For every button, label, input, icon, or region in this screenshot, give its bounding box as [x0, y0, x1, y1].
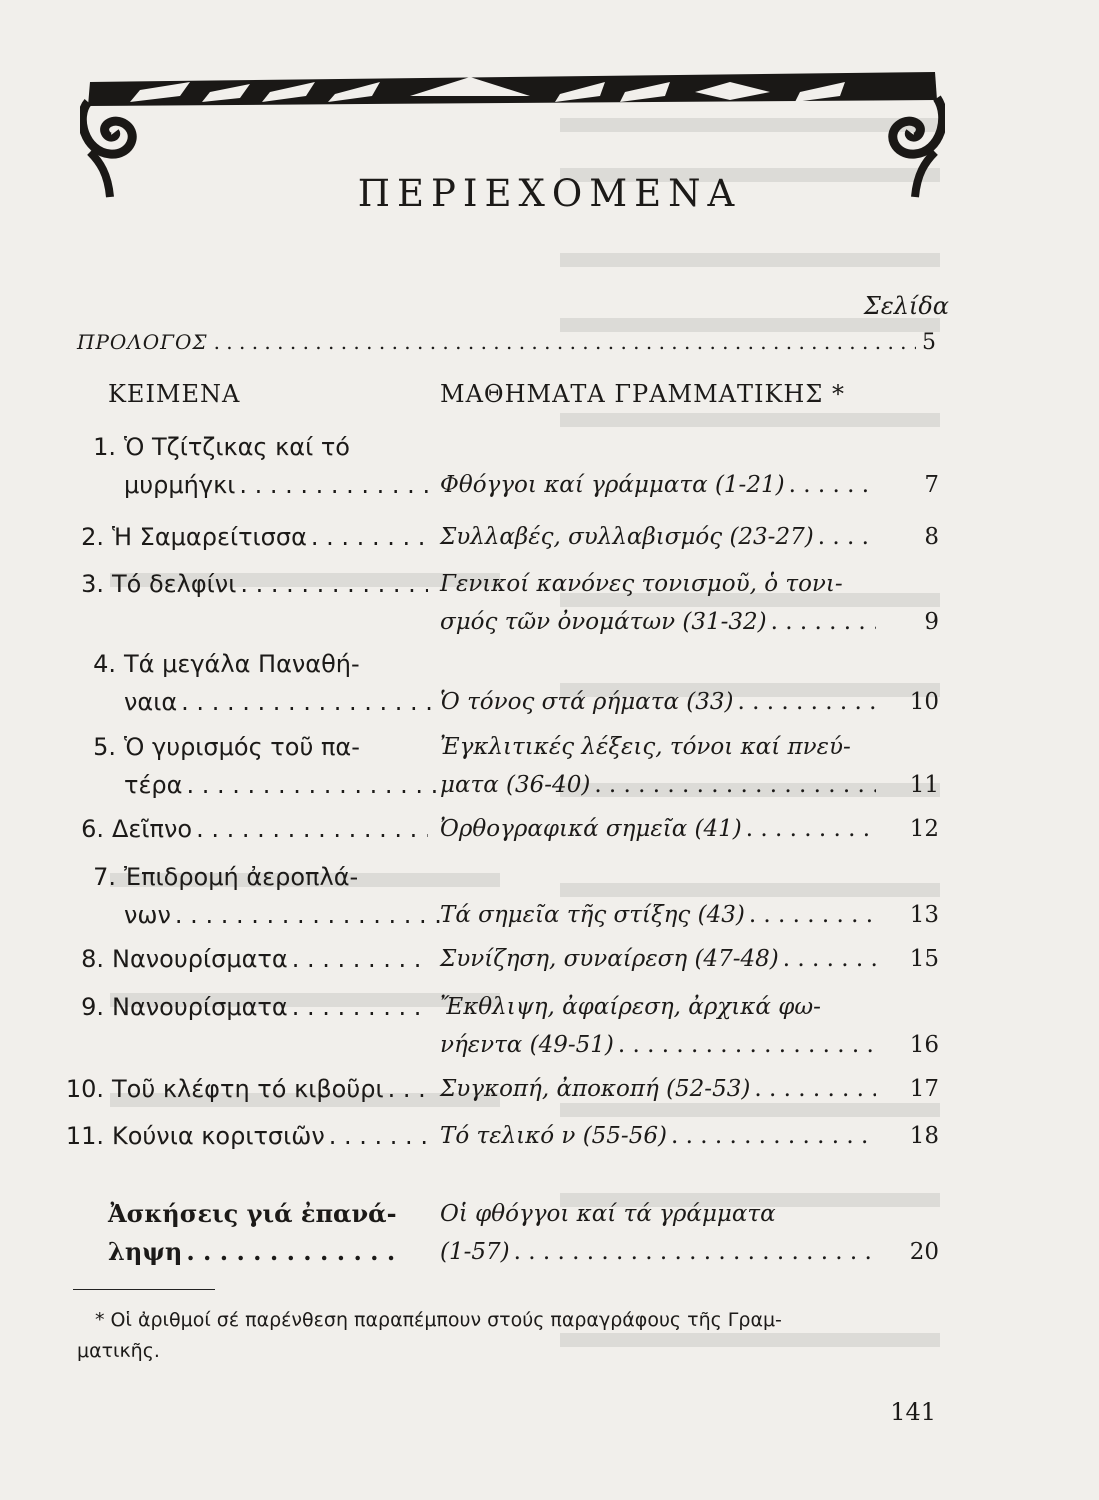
leader-dots — [618, 1026, 876, 1064]
toc-text-entry — [81, 565, 406, 603]
entry-page: 16 — [909, 1032, 939, 1058]
toc-grammar-entry — [440, 988, 880, 1064]
toc-grammar-entry — [440, 518, 880, 556]
entry-title: Κούνια κοριτσιῶν — [112, 1122, 325, 1150]
entry-title-row — [65, 1117, 432, 1155]
text-line-1 — [88, 858, 406, 896]
texts-header: ΚΕΙΜΕΝΑ — [108, 380, 241, 408]
grammar-line-text: Συνίζηση, συναίρεση (47-48) — [440, 946, 779, 972]
grammar-line — [440, 810, 880, 848]
entry-number: 9. — [81, 993, 104, 1021]
entry-page: 17 — [909, 1076, 939, 1102]
toc-text-entry — [88, 728, 406, 804]
entry-title: Τοῦ κλέφτη τό κιβοῦρι — [112, 1075, 384, 1103]
leader-dots — [746, 810, 876, 848]
text-line-1 — [88, 645, 406, 683]
toc-grammar-entry — [440, 940, 880, 978]
grammar-line-text: Ὁ τόνος στά ρήματα (33) — [440, 689, 734, 715]
review-entry — [108, 1195, 408, 1271]
footnote-line-1: * Οἱ ἀριθμοί σέ παρένθεση παραπέμπουν στούς παραγράφους τῆς Γραμ- — [95, 1309, 782, 1331]
leader-dots — [292, 940, 428, 978]
leader-dots — [292, 988, 428, 1026]
leader-dots — [239, 466, 440, 504]
leader-dots — [754, 1070, 876, 1108]
entry-page: 18 — [909, 1123, 939, 1149]
entry-title: Νανουρίσματα — [112, 993, 288, 1021]
entry-page: 7 — [924, 472, 939, 498]
grammar-line-2 — [440, 603, 880, 641]
entry-title-cont — [88, 766, 444, 804]
entry-title: Ἡ Σαμαρείτισσα — [112, 523, 307, 551]
entry-number: 6. — [81, 815, 104, 843]
leader-dots — [594, 766, 876, 804]
text-line-1 — [88, 428, 406, 466]
grammar-line — [440, 518, 880, 556]
grammar-line — [440, 683, 880, 721]
grammar-line — [440, 466, 880, 504]
toc-grammar-entry — [440, 1117, 880, 1155]
toc-grammar-entry — [440, 565, 880, 641]
leader-dots — [311, 518, 428, 556]
grammar-line-2-text: νήεντα (49-51) — [440, 1032, 614, 1058]
toc-grammar-entry — [440, 466, 880, 504]
leader-dots — [214, 330, 916, 354]
review-line-2 — [108, 1233, 408, 1271]
review-page: 20 — [909, 1239, 939, 1265]
entry-title: Ὁ γυρισμός τοῦ πα- — [124, 733, 360, 761]
entry-number: 2. — [81, 523, 104, 551]
leader-dots — [514, 1233, 876, 1271]
grammar-line-1: Ἐγκλιτικές λέξεις, τόνοι καί πνεύ- — [440, 734, 851, 760]
entry-page: 13 — [909, 902, 939, 928]
page-title: ΠΕΡΙΕΧΟΜΕΝΑ — [357, 172, 742, 215]
leader-dots — [749, 896, 876, 934]
footnote-line-2: ματικῆς. — [77, 1340, 160, 1362]
review-line-2-text: ληψη — [108, 1237, 183, 1266]
grammar-line-2-text: σμός τῶν ὀνομάτων (31-32) — [440, 609, 767, 635]
entry-page: 9 — [924, 609, 939, 635]
grammar-line-text: Τό τελικό ν (55-56) — [440, 1123, 667, 1149]
leader-dots — [175, 896, 440, 934]
toc-grammar-entry — [440, 1070, 880, 1108]
grammar-line-1: Ἔκθλιψη, ἀφαίρεση, ἀρχικά φω- — [440, 994, 821, 1020]
entry-page: 10 — [909, 689, 939, 715]
entry-title-row — [76, 988, 432, 1026]
entry-number: 8. — [81, 945, 104, 973]
toc-text-entry — [65, 1117, 406, 1155]
grammar-line-text: Φθόγγοι καί γράμματα (1-21) — [440, 472, 785, 498]
leader-dots — [738, 683, 877, 721]
grammar-line-text: Τά σημεῖα τῆς στίξης (43) — [440, 902, 745, 928]
entry-title: Ἐπιδρομή ἀεροπλά- — [124, 863, 359, 891]
entry-title-row — [76, 940, 432, 978]
entry-title-cont — [88, 683, 444, 721]
leader-dots — [329, 1117, 428, 1155]
entry-title-row — [65, 1070, 432, 1108]
grammar-line-2-text: ματα (36-40) — [440, 772, 591, 798]
toc-text-entry — [81, 518, 406, 556]
review-grammar — [440, 1195, 880, 1271]
toc-text-entry — [81, 810, 406, 848]
leader-dots — [671, 1117, 876, 1155]
leader-dots — [186, 766, 440, 804]
toc-text-entry — [81, 988, 406, 1026]
leader-dots — [771, 603, 876, 641]
leader-dots — [240, 565, 428, 603]
toc-text-entry — [88, 645, 406, 721]
entry-number: 7. — [93, 863, 116, 891]
review-grammar-line-2-text: (1-57) — [440, 1239, 510, 1265]
entry-number: 5. — [93, 733, 116, 761]
toc-text-entry — [88, 858, 406, 934]
leader-dots — [783, 940, 876, 978]
entry-title-cont-text: νων — [124, 901, 171, 929]
entry-number: 11. — [65, 1122, 104, 1150]
leader-dots — [196, 810, 428, 848]
review-line-1: Ἀσκήσεις γιά ἐπανά- — [108, 1199, 397, 1228]
grammar-line-text: Συγκοπή, ἀποκοπή (52-53) — [440, 1076, 751, 1102]
toc-grammar-entry — [440, 896, 880, 934]
leader-dots — [388, 1070, 428, 1108]
entry-number: 1. — [93, 433, 116, 461]
grammar-line — [440, 940, 880, 978]
page-column-label: Σελίδα — [863, 292, 949, 320]
review-grammar-line-1: Οἱ φθόγγοι καί τά γράμματα — [440, 1201, 776, 1227]
leader-dots — [789, 466, 876, 504]
prologue-row — [77, 330, 937, 355]
entry-title-row — [76, 565, 432, 603]
grammar-line — [440, 1117, 880, 1155]
leader-dots — [181, 683, 440, 721]
toc-grammar-entry — [440, 810, 880, 848]
leader-dots — [186, 1233, 404, 1271]
grammar-header: ΜΑΘΗΜΑΤΑ ΓΡΑΜΜΑΤΙΚΗΣ * — [440, 380, 845, 408]
entry-page: 12 — [909, 816, 939, 842]
entry-title-cont-text: τέρα — [124, 771, 183, 799]
toc-grammar-entry — [440, 728, 880, 804]
grammar-line-text: Ὀρθογραφικά σημεῖα (41) — [440, 816, 742, 842]
grammar-line — [440, 896, 880, 934]
entry-title: Δεῖπνο — [112, 815, 193, 843]
entry-title-cont-text: ναια — [124, 688, 178, 716]
leader-dots — [818, 518, 876, 556]
entry-page: 11 — [909, 772, 939, 798]
page-number: 141 — [890, 1398, 936, 1426]
prologue-page: 5 — [922, 330, 937, 355]
entry-title: Ὁ Τζίτζικας καί τό — [124, 433, 350, 461]
footnote-rule — [73, 1289, 215, 1290]
review-grammar-line-2 — [440, 1233, 880, 1271]
toc-text-entry — [81, 940, 406, 978]
toc-text-entry — [88, 428, 406, 504]
grammar-line-2 — [440, 1026, 880, 1064]
prologue-label: ΠΡΟΛΟΓΟΣ — [77, 330, 208, 354]
entry-page: 8 — [924, 524, 939, 550]
entry-title: Τό δελφίνι — [112, 570, 237, 598]
entry-title-cont-text: μυρμήγκι — [124, 471, 236, 499]
grammar-line-1: Γενικοί κανόνες τονισμοῦ, ὁ τονι- — [440, 571, 843, 597]
grammar-line-2 — [440, 766, 880, 804]
grammar-line-text: Συλλαβές, συλλαβισμός (23-27) — [440, 524, 814, 550]
grammar-line — [440, 1070, 880, 1108]
entry-title: Νανουρίσματα — [112, 945, 288, 973]
entry-number: 4. — [93, 650, 116, 678]
entry-title-row — [76, 518, 432, 556]
toc-grammar-entry — [440, 683, 880, 721]
entry-page: 15 — [909, 946, 939, 972]
entry-title-cont — [88, 466, 444, 504]
entry-title-row — [76, 810, 432, 848]
toc-text-entry — [65, 1070, 406, 1108]
entry-number: 10. — [65, 1075, 104, 1103]
text-line-1 — [88, 728, 406, 766]
entry-title: Τά μεγάλα Παναθή- — [124, 650, 360, 678]
entry-title-cont — [88, 896, 444, 934]
entry-number: 3. — [81, 570, 104, 598]
footnote — [77, 1305, 947, 1367]
